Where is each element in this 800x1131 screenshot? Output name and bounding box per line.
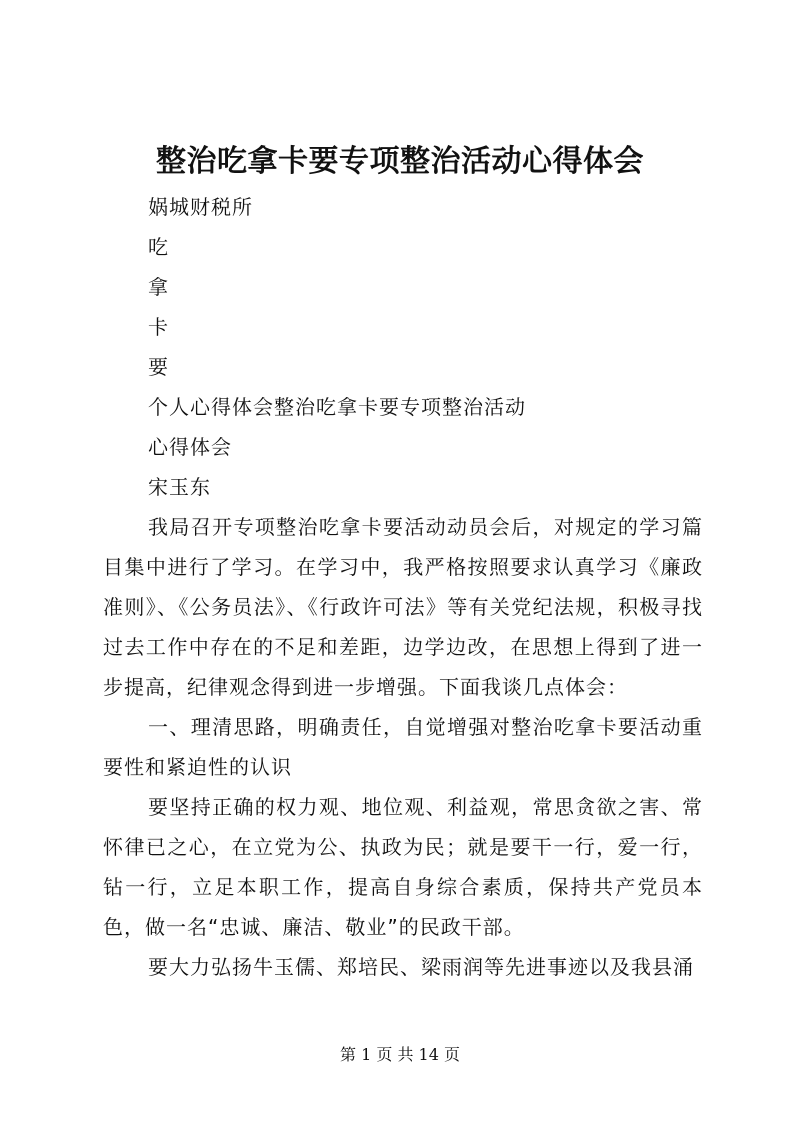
author-unit: 娲城财税所 — [148, 195, 253, 219]
header-line: 吃 — [148, 235, 169, 259]
subtitle-line: 个人心得体会整治吃拿卡要专项整治活动 — [148, 395, 526, 419]
body-paragraph: 要大力弘扬牛玉儒、郑培民、梁雨润等先进事迹以及我县涌 — [148, 955, 694, 979]
header-line: 要 — [148, 355, 169, 379]
body-paragraph: 要坚持正确的权力观、地位观、利益观，常思贪欲之害、常怀律已之心，在立党为公、执政为民；就是要干一行，爱一行，钻一行，立足本职工作，提高自身综合素质，保持共产党员本色，做一名“忠诚、廉洁、敬业”的民政干部。 — [103, 795, 703, 939]
header-line: 卡 — [148, 315, 169, 339]
document-title: 整治吃拿卡要专项整治活动心得体会 — [156, 144, 644, 179]
section-heading: 一、理清思路，明确责任，自觉增强对整治吃拿卡要活动重要性和紧迫性的认识 — [103, 715, 703, 779]
header-line: 拿 — [148, 275, 169, 299]
author-name: 宋玉东 — [148, 475, 211, 499]
document-body — [103, 187, 703, 987]
body-paragraph: 我局召开专项整治吃拿卡要活动动员会后，对规定的学习篇目集中进行了学习。在学习中，我严格按照要求认真学习《廉政准则》、《公务员法》、《行政许可法》等有关党纪法规，积极寻找过去工作中存在的不足和差距，边学边改，在思想上得到了进一步提高，纪律观念得到进一步增强。下面我谈几点体会： — [103, 515, 703, 699]
subtitle-line: 心得体会 — [148, 435, 232, 459]
page-footer: 第 1 页 共 14 页 — [340, 1045, 460, 1064]
